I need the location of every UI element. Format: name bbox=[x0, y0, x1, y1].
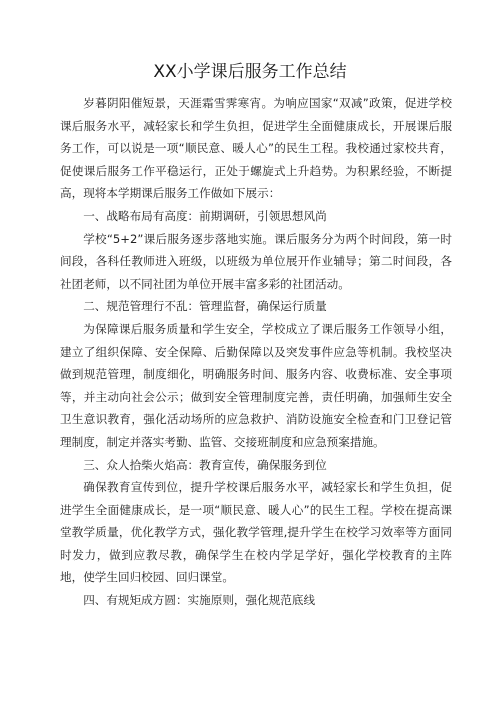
section-heading-4: 四、有规矩成方圆：实施原则，强化规范底线 bbox=[83, 593, 316, 608]
document-body bbox=[60, 92, 452, 612]
section-heading-2: 二、规范管理行不乱：管理监督，确保运行质量 bbox=[83, 299, 327, 314]
section-paragraph-3: 确保教育宣传到位，提升学校课后服务水平，减轻家长和学生负担，促进学生全面健康成长，是一项“顺民意、暖人心”的民生工程。学校在提高课堂教学质量，优化教学方式，强化教学管理,提升学生在校学习效率等方面同时发力，做到应教尽教，确保学生在校内学足学好，强化学校教育的主阵地，使学生回归校园、回归课堂。 bbox=[60, 480, 452, 585]
intro-paragraph: 岁暮阴阳催短景，天涯霜雪霁寒宵。为响应国家“双减”政策，促进学校课后服务水平，减轻家长和学生负担，促进学生全面健康成长，开展课后服务工作，可以说是一项“顺民意、暖人心”的民生工程。我校通过家校共育，促使课后服务工作平稳运行，正处于螺旋式上升趋势。为积累经验，不断提高，现将本学期课后服务工作做如下展示： bbox=[60, 96, 452, 201]
section-paragraph-2: 为保障课后服务质量和学生安全，学校成立了课后服务工作领导小组，建立了组织保障、安全保障、后勤保障以及突发事件应急等机制。我校坚决做到规范管理，制度细化，明确服务时间、服务内容、收费标准、安全事项等，并主动向社会公示；做到安全管理制度完善，责任明确，加强师生安全卫生意识教育，强化活动场所的应急救护、消防设施安全检查和门卫登记管理制度，制定并落实考勤、监管、交接班制度和应急预案措施。 bbox=[60, 321, 452, 449]
section-heading-1: 一、战略布局有高度：前期调研，引领思想风尚 bbox=[83, 208, 327, 223]
section-heading-3: 三、众人拾柴火焰高：教育宣传，确保服务到位 bbox=[83, 457, 327, 472]
section-paragraph-1: 学校“5+2”课后服务逐步落地实施。课后服务分为两个时间段，第一时间段，各科任教师进入班级，以班级为单位展开作业辅导；第二时间段，各社团老师，以不同社团为单位开展丰富多彩的社团活动。 bbox=[60, 231, 452, 291]
document-title: XX小学课后服务工作总结 bbox=[153, 62, 347, 82]
